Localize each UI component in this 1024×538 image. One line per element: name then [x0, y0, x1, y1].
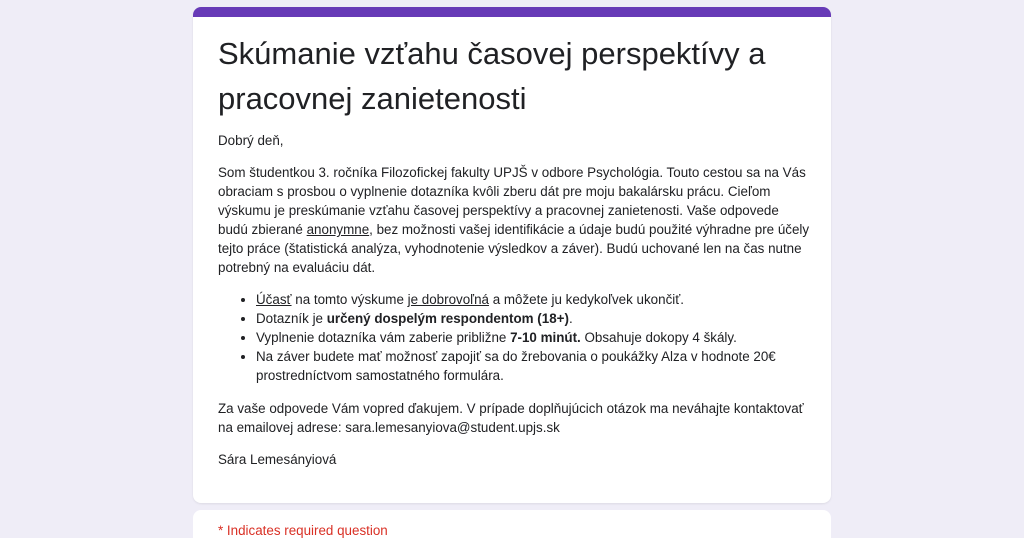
info-bullet-list [218, 290, 810, 385]
form-header-card [193, 7, 831, 503]
bullet-text: na tomto výskume [291, 292, 408, 307]
intro-paragraph [218, 163, 810, 277]
closing-paragraph: Za vaše odpovede Vám vopred ďakujem. V prípade doplňujúcich otázok ma neváhajte kontaktovať na emailovej adrese: sara.lemesanyiova@student.upjs.sk [218, 401, 804, 435]
intro-text-part1: Som študentkou 3. ročníka Filozofickej fakulty UPJŠ v odbore Psychológia. Touto cestou sa na Vás obraciam s prosbou o vyplnenie dotazníka kvôli zberu dát pre moju bakalársku prácu. Cieľom výskumu je preskúmanie vzťahu časovej perspektívy a pracovnej zanietenosti. Vaše odpovede budú zbierané [218, 165, 806, 237]
intro-text-part2: , bez možnosti vašej identifikácie a údaje budú použité výhradne pre účely tejto práce (štatistická analýza, vyhodnotenie výsledkov a záver). Budú uchované len na čas nutne potrebný na evaluáciu dát. [218, 222, 810, 275]
bullet-text: Obsahuje dokopy 4 škály. [580, 330, 737, 345]
form-title: Skúmanie vzťahu časovej perspektívy a pracovnej zanietenosti [218, 36, 766, 116]
anonymne-underlined: anonymne [306, 222, 370, 237]
greeting: Dobrý deň, [218, 133, 284, 148]
required-note-card [193, 510, 831, 538]
required-question-note: * Indicates required question [218, 523, 388, 538]
form-description [218, 131, 810, 482]
list-item [256, 328, 810, 347]
list-item [256, 309, 810, 328]
bullet-text: Dotazník je [256, 311, 327, 326]
list-item [256, 290, 810, 309]
bullet-text: Vyplnenie dotazníka vám zaberie približne [256, 330, 511, 345]
form-accent-bar [193, 7, 831, 17]
signature: Sára Lemesányiová [218, 452, 337, 467]
bullet-text: . [568, 311, 573, 326]
list-item: • Na záver budete mať možnosť zapojiť sa do žrebovania o poukážky Alza v hodnote 20€ prostredníctvom samostatného formulára. [256, 347, 810, 385]
duration-bold: 7-10 minút. [510, 330, 581, 345]
bullet-text: a môžete ju kedykoľvek ukončiť. [488, 292, 684, 307]
ucast-underlined: Účasť [256, 292, 292, 307]
dobrovolna-underlined: je dobrovoľná [407, 292, 489, 307]
adult-respondents-bold: určený dospelým respondentom (18+) [326, 311, 569, 326]
